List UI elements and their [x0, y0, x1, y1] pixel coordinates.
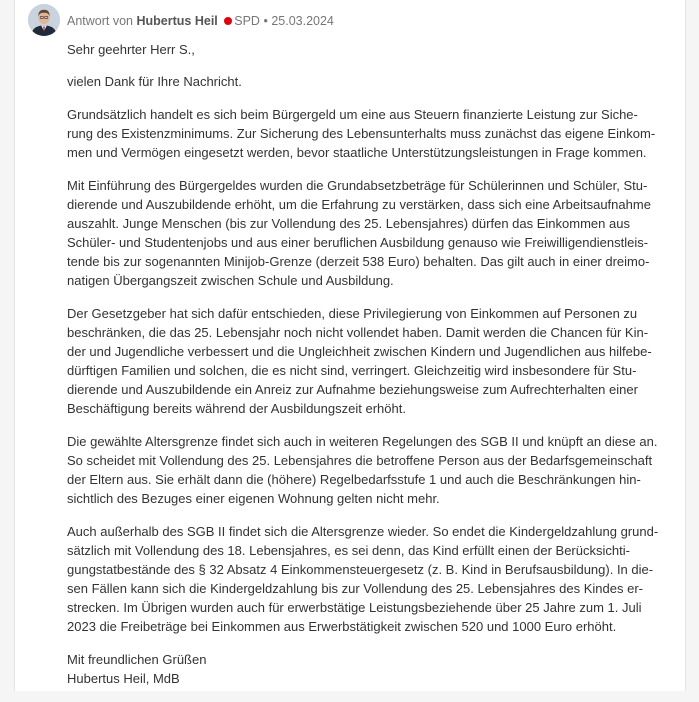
author-avatar[interactable] — [28, 4, 60, 36]
answer-paragraph: Die gewählte Altersgrenze findet sich auch in weiteren Regelungen des SGB II und knüpft an diese an. So scheidet mit Vollendung des 25. Lebensjahres die betroffene Person aus der Bedarfsgemeinschaft der Eltern aus. Sie erhält dann die (höhere) Regelbedarfsstufe 1 und auch die Beschränkungen hin- sichtlich des Bezuges einer eigenen Wohnung gelten nicht mehr. — [67, 434, 658, 506]
answer-signature: Mit freundlichen Grüßen Hubertus Heil, MdB — [67, 652, 207, 686]
answer-paragraph: vielen Dank für Ihre Nachricht. — [67, 74, 242, 89]
answer-prefix: Antwort von — [67, 14, 134, 28]
answer-salutation: Sehr geehrter Herr S., — [67, 42, 195, 57]
party-color-dot — [224, 17, 232, 25]
answer-date: 25.03.2024 — [271, 14, 334, 28]
answer-body — [67, 40, 679, 702]
answer-paragraph: Grundsätzlich handelt es sich beim Bürgergeld um eine aus Steuern finanzierte Leistung zur Siche- rung des Existenzminimums. Zur Sicherung des Lebensunterhalts muss zunächst das eigene Einkom- men und Vermögen eingesetzt werden, bevor staatliche Unterstützungsleistungen in Frage kommen. — [67, 107, 656, 160]
party-label: SPD — [234, 14, 260, 28]
answer-paragraph: Der Gesetzgeber hat sich dafür entschieden, diese Privilegierung von Einkommen auf Personen zu beschränken, die das 25. Lebensjahr noch nicht vollendet haben. Damit werden die Chancen für Kin- der und Jugendliche verbessert und die Ungleichheit zwischen Kindern und Jugendlichen aus hilfebe- dürftigen Familien und solchen, die es nicht sind, verringert. Gleichzeitig wird insbesondere für Stu- dierende und Auszubildende ein Anreiz zur Aufnahme beziehungsweise zum Aufrechterhalten einer Beschäftigung bereits während der Ausbildungszeit erhöht. — [67, 306, 652, 416]
answer-card — [14, 0, 686, 691]
author-name-link[interactable]: Hubertus Heil — [136, 14, 218, 28]
answer-paragraph: Auch außerhalb des SGB II findet sich die Altersgrenze wieder. So endet die Kindergeldzahlung grund- sätzlich mit Vollendung des 18. Lebensjahres, es sei denn, das Kind erfüllt einen der Berücksichti- gungstatbestände des § 32 Absatz 4 Einkommensteuergesetz (z. B. Kind in Berufsausbildung). In die- sen Fällen kann sich die Kindergeldzahlung bis zur Vollendung des 25. Lebensjahres des Kindes er- strecken. Im Übrigen wurden auch für erwerbstätige Leistungsbeziehende über 25 Jahre zum 1. Juli 2023 die Freibeträge bei Einkommen aus Erwerbstätigkeit zwischen 520 und 1000 Euro erhöht. — [67, 524, 659, 634]
person-portrait-icon — [28, 4, 60, 36]
answer-paragraph: Mit Einführung des Bürgergeldes wurden die Grundabsetzbeträge für Schülerinnen und Schüler, Stu- dierende und Auszubildende erhöht, um die Erfahrung zu verstärken, dass sich eine Arbeitsaufnahme auszahlt. Junge Menschen (bis zur Vollendung des 25. Lebensjahres) dürfen das Einkommen aus Schüler- und Studentenjobs und aus einer beruflichen Ausbildung genauso wie Freiwilligendienstleis- tende bis zur sogenannten Minijob-Grenze (derzeit 538 Euro) behalten. Das gilt auch in einer dreimo- natigen Übergangszeit zwischen Schule und Ausbildung. — [67, 178, 651, 288]
answer-meta — [67, 13, 334, 29]
meta-separator: • — [263, 14, 268, 28]
